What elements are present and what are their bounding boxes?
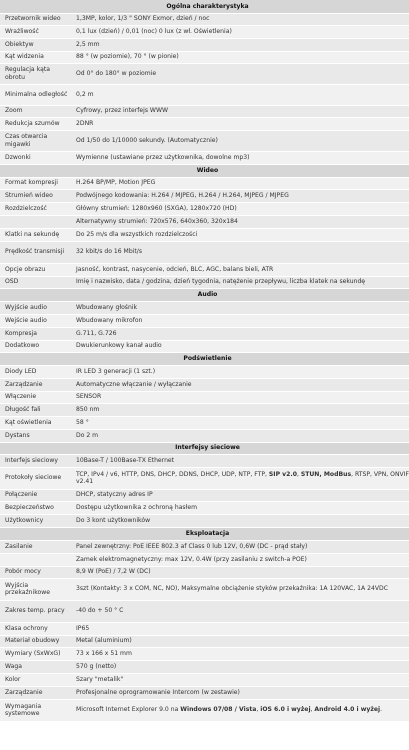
- spec-row: [0, 215, 409, 228]
- spec-row: [0, 578, 409, 600]
- spec-value: H.264 BP/MP, Motion JPEG: [70, 177, 409, 189]
- spec-value: 850 nm: [70, 403, 409, 416]
- spec-value-text: TCP, IPv4 / v6, HTTP, DNS, DHCP, DDNS, DHCP, UDP, NTP, FTP,: [76, 470, 269, 478]
- spec-value: 88 ° (w poziomie), 70 ° (w pionie): [70, 51, 409, 63]
- spec-row: [0, 263, 409, 276]
- spec-label: Prędkość transmisji: [0, 241, 70, 263]
- spec-row: [0, 151, 409, 164]
- spec-row: [0, 84, 409, 105]
- spec-row: [0, 202, 409, 215]
- section-title: Ogólna charakterystyka: [0, 0, 409, 13]
- spec-row: [0, 327, 409, 340]
- section-header-wideo: [0, 164, 409, 177]
- spec-label: [0, 215, 70, 228]
- section-header-eksploatacja: [0, 527, 409, 540]
- spec-row: [0, 177, 409, 189]
- spec-value-bold: SIP v2.0: [268, 470, 297, 478]
- spec-label: Połączenie: [0, 489, 70, 501]
- spec-label: Wyjścia przekaźnikowe: [0, 578, 70, 600]
- spec-value: 2,5 mm: [70, 38, 409, 51]
- spec-value: Wbudowany głośnik: [70, 301, 409, 314]
- section-header-ogolna-charakterystyka: [0, 0, 409, 13]
- spec-value: G.711, G.726: [70, 327, 409, 340]
- spec-value-text: ,: [296, 470, 301, 478]
- section-title: Interfejsy sieciowe: [0, 442, 409, 454]
- spec-label: Regulacja kąta obrotu: [0, 63, 70, 84]
- spec-value: Panel zewnętrzny: PoE IEEE 802.3 af Class 0 lub 12V, 0,6W (DC - prąd stały): [70, 540, 409, 553]
- spec-label: Waga: [0, 660, 70, 673]
- spec-label: Interfejs sieciowy: [0, 454, 70, 467]
- spec-value: IR LED 3 generacji (1 szt.): [70, 365, 409, 378]
- spec-label: Obiektyw: [0, 38, 70, 51]
- spec-value: Alternatywny strumień: 720x576, 640x360, 320x184: [70, 215, 409, 228]
- spec-row: [0, 600, 409, 622]
- spec-value: 73 x 166 x 51 mm: [70, 647, 409, 660]
- spec-row: [0, 365, 409, 378]
- spec-row: [0, 622, 409, 635]
- spec-value: Główny strumień: 1280x960 (SXGA), 1280x720 (HD): [70, 202, 409, 215]
- spec-label: Opcje obrazu: [0, 263, 70, 276]
- spec-row: [0, 340, 409, 352]
- spec-row: [0, 660, 409, 673]
- section-header-podswietlenie: [0, 352, 409, 365]
- spec-label: Diody LED: [0, 365, 70, 378]
- spec-row: [0, 514, 409, 527]
- spec-row: [0, 673, 409, 686]
- spec-row: [0, 130, 409, 151]
- spec-row: [0, 38, 409, 51]
- spec-label: Minimalna odległość: [0, 84, 70, 105]
- spec-label: Bezpieczeństwo: [0, 501, 70, 514]
- spec-value: Do 25 m/s dla wszystkich rozdzielczości: [70, 228, 409, 241]
- spec-label: Wymiary (SxWxG): [0, 647, 70, 660]
- spec-label: Wyjście audio: [0, 301, 70, 314]
- spec-row: [0, 429, 409, 442]
- spec-row: [0, 25, 409, 38]
- spec-row: [0, 189, 409, 202]
- spec-label: Kolor: [0, 673, 70, 686]
- spec-row: [0, 635, 409, 647]
- spec-row: [0, 391, 409, 403]
- spec-label: Strumień wideo: [0, 189, 70, 202]
- spec-value: 10Base-T / 100Base-TX Ethernet: [70, 454, 409, 467]
- spec-label: Materiał obudowy: [0, 635, 70, 647]
- spec-value-text: Microsoft Internet Explorer 9.0 na: [76, 706, 181, 714]
- spec-value: 0,2 m: [70, 84, 409, 105]
- spec-row: [0, 117, 409, 130]
- spec-value: [70, 699, 409, 721]
- spec-label: Zakres temp. pracy: [0, 600, 70, 622]
- spec-value: 2DNR: [70, 117, 409, 130]
- spec-row: [0, 378, 409, 391]
- spec-label: Protokoły sieciowe: [0, 467, 70, 489]
- spec-value: [70, 467, 409, 489]
- spec-row: [0, 467, 409, 489]
- spec-value: 1,3MP, kolor, 1/3 " SONY Exmor, dzień / noc: [70, 13, 409, 25]
- spec-row: [0, 489, 409, 501]
- spec-label: Pobór mocy: [0, 566, 70, 578]
- spec-row: [0, 566, 409, 578]
- spec-value: 58 °: [70, 416, 409, 429]
- spec-label: Długość fali: [0, 403, 70, 416]
- spec-row: [0, 51, 409, 63]
- spec-value: -40 do + 50 ° C: [70, 600, 409, 622]
- spec-label: Kąt widzenia: [0, 51, 70, 63]
- spec-value-bold: Windows 07/08 / Vista: [180, 706, 257, 714]
- spec-value: 0,1 lux (dzień) / 0,01 (noc) 0 lux (z wł. Oświetlenia): [70, 25, 409, 38]
- spec-row: [0, 540, 409, 553]
- spec-row: [0, 63, 409, 84]
- spec-row: [0, 553, 409, 566]
- spec-value: Cyfrowy, przez interfejs WWW: [70, 105, 409, 117]
- spec-value: Od 0° do 180° w poziomie: [70, 63, 409, 84]
- spec-row: [0, 301, 409, 314]
- spec-row: [0, 314, 409, 327]
- spec-label: Klasa ochrony: [0, 622, 70, 635]
- spec-label: Włączenie: [0, 391, 70, 403]
- spec-label: Przetwornik wideo: [0, 13, 70, 25]
- spec-value: Do 3 kont użytkowników: [70, 514, 409, 527]
- spec-label: Zarządzanie: [0, 686, 70, 699]
- spec-value: 3szt (Kontakty: 3 x COM, NC, NO), Maksymalne obciążenie styków przekaźnika: 1A 120VAC, 1A 24VDC: [70, 578, 409, 600]
- spec-label: Zasilanie: [0, 540, 70, 553]
- spec-value-text: ,: [310, 706, 315, 714]
- spec-value: Szary "metalik": [70, 673, 409, 686]
- spec-value: 8,9 W (PoE) / 7,2 W (DC): [70, 566, 409, 578]
- spec-row: [0, 699, 409, 721]
- spec-value: Zamek elektromagnetyczny: max 12V, 0.4W (przy zasilaniu z switch-a POE): [70, 553, 409, 566]
- spec-label: Zarządzanie: [0, 378, 70, 391]
- spec-label: Dzwonki: [0, 151, 70, 164]
- spec-value: Dostępu użytkownika z ochroną hasłem: [70, 501, 409, 514]
- spec-value: DHCP, statyczny adres IP: [70, 489, 409, 501]
- section-header-audio: [0, 288, 409, 301]
- spec-row: [0, 686, 409, 699]
- spec-row: [0, 13, 409, 25]
- spec-row: [0, 403, 409, 416]
- spec-value-text: .: [380, 706, 383, 714]
- spec-label: Wrażliwość: [0, 25, 70, 38]
- spec-row: [0, 454, 409, 467]
- spec-value-text: , RTSP, VPN, ONVIF v2.41: [76, 470, 409, 485]
- section-title: Eksploatacja: [0, 527, 409, 540]
- spec-label: Dystans: [0, 429, 70, 442]
- spec-label: Wejście audio: [0, 314, 70, 327]
- spec-label: Klatki na sekundę: [0, 228, 70, 241]
- section-header-interfejsy-sieciowe: [0, 442, 409, 454]
- spec-value: Od 1/50 do 1/10000 sekundy. (Automatycznie): [70, 130, 409, 151]
- spec-value: Jasność, kontrast, nasycenie, odcień, BLC, AGC, balans bieli, ATR: [70, 263, 409, 276]
- section-title: Audio: [0, 288, 409, 301]
- spec-label: Dodatkowo: [0, 340, 70, 352]
- spec-value: Do 2 m: [70, 429, 409, 442]
- spec-value: Podwójnego kodowania: H.264 / MJPEG, H.264 / H.264, MJPEG / MJPEG: [70, 189, 409, 202]
- spec-label: Wymagania systemowe: [0, 699, 70, 721]
- spec-value: Wbudowany mikrofon: [70, 314, 409, 327]
- spec-value: Profesjonalne oprogramowanie Intercom (w zestawie): [70, 686, 409, 699]
- section-title: Wideo: [0, 164, 409, 177]
- spec-value: SENSOR: [70, 391, 409, 403]
- spec-value: 32 kbit/s do 16 Mbit/s: [70, 241, 409, 263]
- spec-value-text: ,: [256, 706, 261, 714]
- spec-value: 570 g (netto): [70, 660, 409, 673]
- spec-row: [0, 105, 409, 117]
- spec-value: Metal (aluminium): [70, 635, 409, 647]
- spec-value-bold: iOS 6.0 i wyżej: [260, 706, 311, 714]
- spec-value-bold: STUN, ModBus: [300, 470, 352, 478]
- spec-value-bold: Android 4.0 i wyżej: [314, 706, 381, 714]
- spec-label: Kąt oświetlenia: [0, 416, 70, 429]
- spec-row: [0, 228, 409, 241]
- spec-label: OSD: [0, 276, 70, 288]
- spec-value: IP65: [70, 622, 409, 635]
- spec-label: Czas otwarcia migawki: [0, 130, 70, 151]
- section-title: Podświetlenie: [0, 352, 409, 365]
- spec-value: Dwukierunkowy kanał audio: [70, 340, 409, 352]
- spec-value: Imię i nazwisko, data / godzina, dzień tygodnia, natężenie przepływu, liczba klatek na sekundę: [70, 276, 409, 288]
- spec-row: [0, 647, 409, 660]
- spec-label: Użytkownicy: [0, 514, 70, 527]
- spec-label: [0, 553, 70, 566]
- spec-row: [0, 416, 409, 429]
- spec-row: [0, 241, 409, 263]
- spec-value: Automatyczne włączanie / wyłączanie: [70, 378, 409, 391]
- spec-row: [0, 276, 409, 288]
- spec-label: Redukcja szumów: [0, 117, 70, 130]
- spec-label: Zoom: [0, 105, 70, 117]
- spec-label: Kompresja: [0, 327, 70, 340]
- spec-value: Wymienne (ustawiane przez użytkownika, dowolne mp3): [70, 151, 409, 164]
- spec-label: Format kompresji: [0, 177, 70, 189]
- spec-label: Rozdzielczość: [0, 202, 70, 215]
- spec-row: [0, 501, 409, 514]
